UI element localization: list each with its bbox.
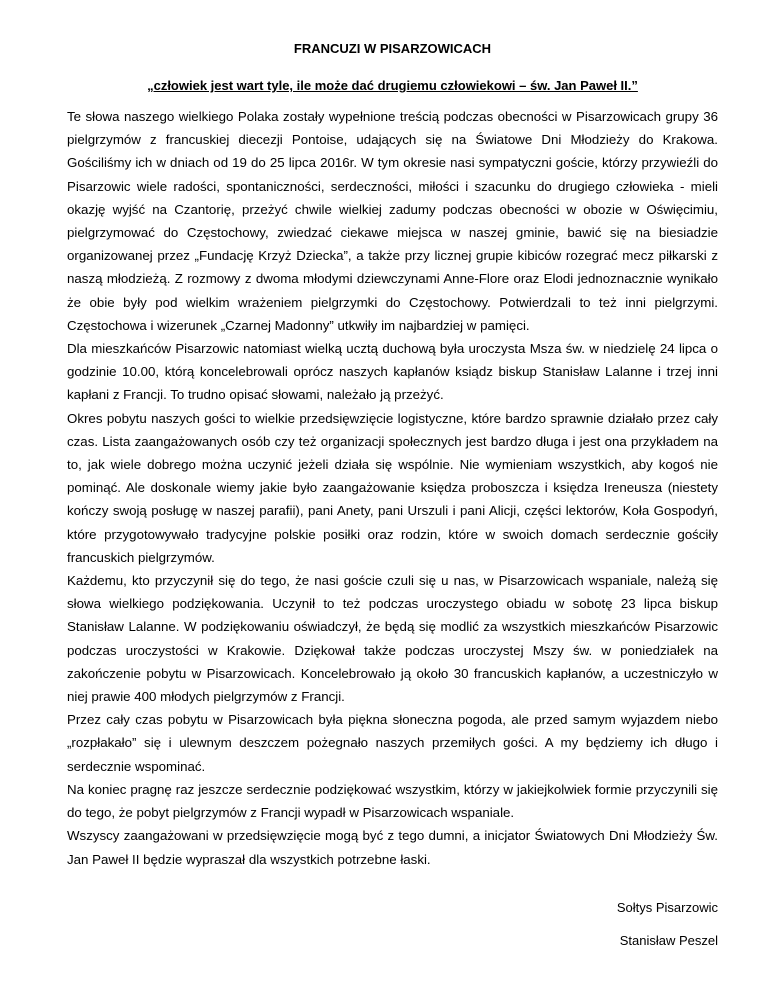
paragraph-5: Przez cały czas pobytu w Pisarzowicach była piękna słoneczna pogoda, ale przed samym wyjazdem niebo „rozpłakało” się i ulewnym deszczem pożegnało naszych przemiłych gości. A my będziemy ich długo i serdecznie wspominać. bbox=[67, 712, 718, 774]
paragraph-6: Na koniec pragnę raz jeszcze serdecznie podziękować wszystkim, którzy w jakiejkolwiek formie przyczynili się do tego, że pobyt pielgrzymów z Francji wypadł w Pisarzowicach wspaniale. bbox=[67, 781, 718, 821]
document-title: FRANCUZI W PISARZOWICACH bbox=[293, 41, 492, 56]
paragraph-4: Każdemu, kto przyczynił się do tego, że nasi goście czuli się u nas, w Pisarzowicach wspaniale, należą się słowa wielkiego podziękowania. Uczynił to też podczas uroczystego obiadu w sobotę 23 lipca biskup Stanisław Lalanne. W podziękowaniu oświadczył, że będą się modlić za wszystkich mieszkańców Pisarzowic podczas uroczystości w Krakowie. Dziękował także podczas uroczystej Mszy św. w poniedziałek na zakończenie pobytu w Pisarzowicach. Koncelebrowało ją około 30 francuskich kapłanów, a uczestniczyło w niej prawie 400 młodych pielgrzymów z Francji. bbox=[67, 573, 718, 705]
paragraph-3: Okres pobytu naszych gości to wielkie przedsięwzięcie logistyczne, które bardzo sprawnie działało przez cały czas. Lista zaangażowanych osób czy też organizacji społecznych jest bardzo długa i jest ona przykładem na to, jak wiele dobrego można uczynić jeżeli działa się wspólnie. Nie wymieniam wszystkich, aby kogoś nie pominąć. Ale doskonale wiemy jakie było zaangażowanie księdza proboszcza i księdza Ireneusza (niestety kończy swoją posługę w naszej parafii), pani Anety, pani Urszuli i pani Alicji, części lektorów, Koła Gospodyń, które przygotowywało tradycyjne polskie posiłki oraz rodzin, które w swoich domach serdecznie gościły francuskich pielgrzymów. bbox=[67, 410, 718, 565]
document-body bbox=[67, 105, 718, 871]
signature-role: Sołtys Pisarzowic bbox=[616, 900, 718, 915]
signature-name: Stanisław Peszel bbox=[619, 933, 718, 948]
document-quote: „człowiek jest wart tyle, ile może dać drugiemu człowiekowi – św. Jan Paweł II.” bbox=[147, 78, 638, 93]
paragraph-7: Wszyscy zaangażowani w przedsięwzięcie mogą być z tego dumni, a inicjator Światowych Dni Młodzieży Św. Jan Paweł II będzie wypraszał dla wszystkich potrzebne łaski. bbox=[67, 828, 718, 867]
paragraph-2: Dla mieszkańców Pisarzowic natomiast wielką ucztą duchową była uroczysta Msza św. w niedzielę 24 lipca o godzinie 10.00, którą koncelebrowali oprócz naszych kapłanów ksiądz biskup Stanisław Lalanne i trzej inni kapłani z Francji. To trudno opisać słowami, należało ją przeżyć. bbox=[67, 341, 718, 403]
paragraph-1: Te słowa naszego wielkiego Polaka zostały wypełnione treścią podczas obecności w Pisarzowicach grupy 36 pielgrzymów z francuskiej diecezji Pontoise, udających się na Światowe Dni Młodzieży do Krakowa. Gościliśmy ich w dniach od 19 do 25 lipca 2016r. W tym okresie nasi sympatyczni goście, którzy przywieźli do Pisarzowic wiele radości, spontaniczności, serdeczności, miłości i szacunku do drugiego człowieka - mieli okazję wyjść na Czantorię, przeżyć chwile wielkiej zadumy podczas obecności w obozie w Oświęcimiu, pielgrzymować do Częstochowy, zwiedzać ciekawe miejsca w naszej gminie, bawić się na biesiadzie organizowanej przez „Fundację Krzyż Dziecka”, a także przy licznej grupie kibiców rozegrać mecz piłkarski z naszą młodzieżą. Z rozmowy z dwoma młodymi dziewczynami Anne-Flore oraz Elodi jednoznacznie wynikało że obie były pod wielkim wrażeniem pielgrzymki do Częstochowy. Potwierdzali to też inni pielgrzymi. Częstochowa i wizerunek „Czarnej Madonny” utkwiły im najbardziej w pamięci. bbox=[67, 109, 718, 333]
